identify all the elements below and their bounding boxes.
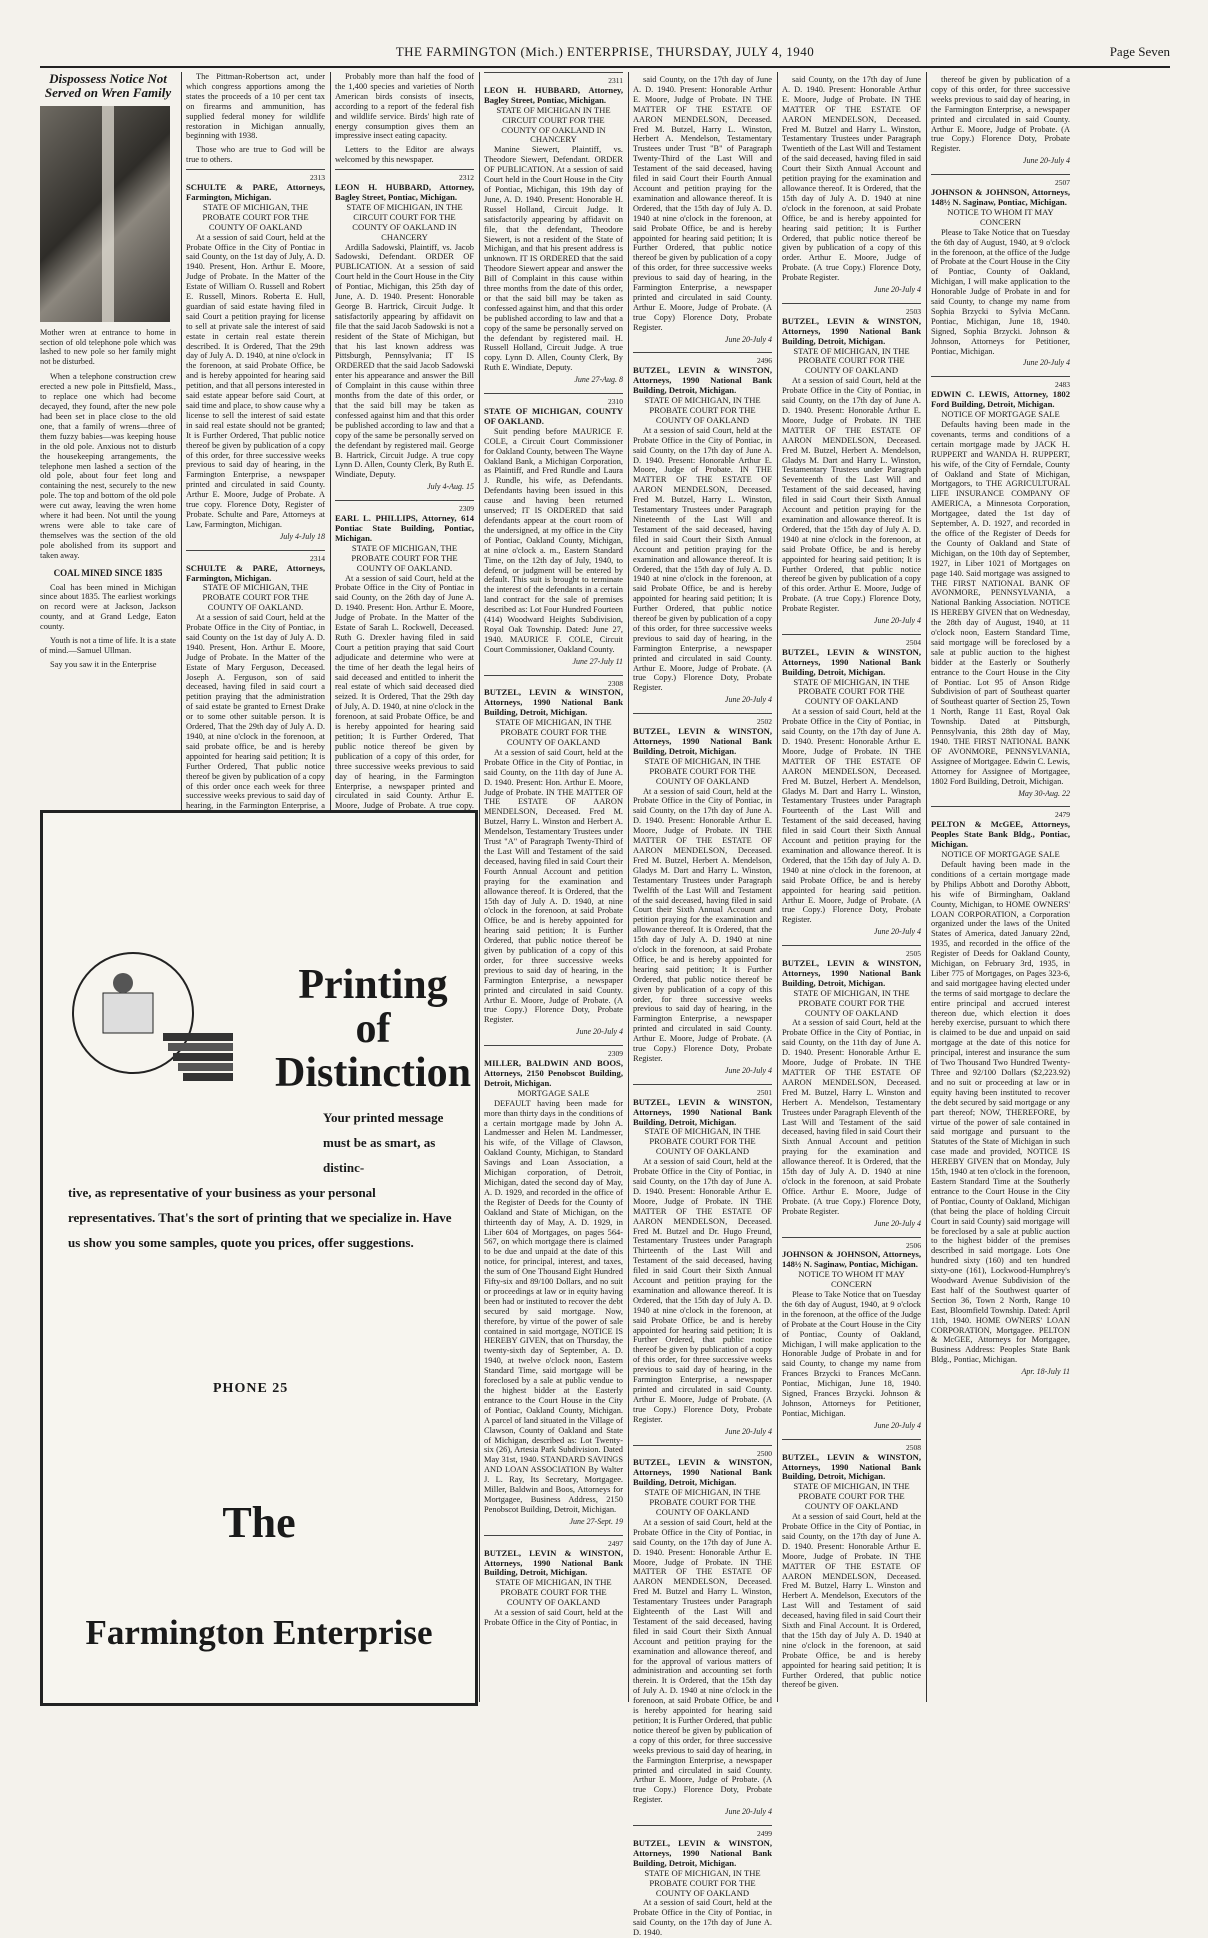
notice-body: At a session of said Court, held at the Probate Office in the City of Pontiac, in said County, on the 17th day of June A. D. 1940. Present: Honorable Arthur E. Moore, Judge of Probate. IN THE MATTER OF THE ESTATE OF AARON MENDELSON, Deceased. Fred M. Butzel, Harry L. Winston and Herbert A. Mendelson, Executors of the Last Will and Testament of said deceased, having filed in said Court their Sixth and Final Account. It is Ordered, that the 15th day of July A. D. 1940 at nine o'clock in the forenoon, at said Probate Office, be and is hereby appointed for hearing said petition; It is Further Ordered, that public notice thereof be given. [782, 1512, 921, 1690]
legal-notice [633, 72, 772, 344]
legal-notice [335, 169, 474, 492]
column-5 [633, 72, 772, 1938]
column-rule [628, 72, 629, 1702]
notice-dates: June 20-July 4 [873, 1218, 921, 1228]
legal-notice [931, 376, 1070, 798]
notice-court: NOTICE TO WHOM IT MAY CONCERN [947, 206, 1054, 227]
notice-dates: June 20-July 4 [873, 927, 921, 937]
legal-notice [633, 1084, 772, 1437]
legal-notice [633, 352, 772, 705]
notice-body: At a session of said Court, held at the Probate Office in the City of Pontiac, in said County, on the 11th day of June A. D. 1940. Present: Honorable Arthur E. Moore, Judge of Probate. IN THE MATTER OF THE ESTATE OF AARON MENDELSON, Deceased. Fred M. Butzel, Harry L. Winston and Herbert A. Mendelson, Testamentary Trustees under Paragraph Eleventh of the Last Will and Testament of the said deceased, having filed in said Court their Sixth Annual Account and petition praying for the examination and allowance thereof. It is Ordered, that the 15th day of July A. D. 1940 at nine o'clock in the forenoon, at said Probate Office. Arthur E. Moore, Judge of Probate. (A true Copy.) Florence Doty, Probate Register. [782, 1018, 921, 1216]
wren-photo [40, 106, 170, 322]
notice-body: Manine Siewert, Plaintiff, vs. Theodore Siewert, Defendant. ORDER OF PUBLICATION. At a session of said Court held in the Court House in the City of Pontiac, Michigan, this 19th day of June, A. D. 1940. Present: Honorable H. Russel Holland, Circuit Judge. It satisfactorily appearing by affidavit on file, that the defendant, Theodore Siewert, is not a resident of the State of Michigan, and that his present address is unknown. IT IS ORDERED that the said Theodore Siewert appear and answer the Bill of Complaint in this cause within three months from the date of this order, or that the said bill may be taken as confessed against him, and that this order be published according to law and that a copy of the same be personally served on the defendant by registered mail. H. Russell Holland, Circuit Judge. A true copy. Lynn D. Allen, County Clerk, By Ruth E. Windiate, Deputy. [484, 145, 623, 373]
notice-attorney: BUTZEL, LEVIN & WINSTON, Attorneys, 1990 National Bank Building, Detroit, Michigan. [633, 1457, 772, 1488]
notice-court: STATE OF MICHIGAN, IN THE CIRCUIT COURT FOR THE COUNTY OF OAKLAND IN CHANCERY [346, 201, 463, 242]
legal-notice [782, 303, 921, 626]
column-rule [181, 72, 182, 810]
legal-notice [484, 72, 623, 385]
page-header [40, 42, 1170, 68]
notice-number: 2504 [906, 637, 921, 647]
notice-body: At a session of said Court, held at the Probate Office in the City of Pontiac, in [484, 1608, 623, 1627]
notice-dates: June 20-July 4 [724, 1065, 772, 1075]
notice-attorney: BUTZEL, LEVIN & WINSTON, Attorneys, 1990 National Bank Building, Detroit, Michigan. [633, 365, 772, 396]
notice-attorney: BUTZEL, LEVIN & WINSTON, Attorneys, 1990 National Bank Building, Detroit, Michigan. [782, 315, 921, 346]
notice-dates: June 20-July 4 [873, 1420, 921, 1430]
notice-court: STATE OF MICHIGAN, IN THE PROBATE COURT FOR THE COUNTY OF OAKLAND [793, 345, 910, 376]
ad-copy [68, 1105, 466, 1255]
notice-court: STATE OF MICHIGAN, IN THE PROBATE COURT FOR THE COUNTY OF OAKLAND [644, 395, 761, 425]
notice-number: 2507 [1055, 178, 1070, 188]
notice-body: At a session of said Court, held at the Probate Office in the City of Pontiac in said County, on the 1st day of July, A. D. 1940. Present, Hon. Arthur E. Moore, Judge of Probate. In the Matter of the Estate of William O. Russell and Robert E. Russell, Minors. Roberta E. Hull, guardian of said estate having filed in said Court a petition praying for license to sell at private sale the interest of said estate in certain real estate therein described. It is Ordered, That the 29th day of July A. D. 1940, at nine o'clock in the forenoon, at said Probate Office, be and is hereby appointed for hearing said petition, and that all persons interested in said estate appear before said Court, at said time and place, to show cause why a license to sell the interest of said estate in said real estate should not be granted; It is Further Ordered, That public notice thereof be given by publication of a copy of this order, for three successive weeks previous to said day of hearing, in the Farmington Enterprise, a newspaper printed and circulated in said County. Arthur E. Moore, Judge of Probate. A true copy. Florence Doty, Register of Probate. Schulte and Pare, Attorneys at Law, Farmington, Michigan. [186, 232, 325, 529]
notice-number: 2499 [757, 1829, 772, 1839]
notice-attorney: BUTZEL, LEVIN & WINSTON, Attorneys, 1990 National Bank Building, Detroit, Michigan. [633, 726, 772, 756]
notice-number: 2310 [608, 397, 623, 407]
notice-dates: June 20-July 4 [724, 1426, 772, 1436]
notice-attorney: BUTZEL, LEVIN & WINSTON, Attorneys, 1990 National Bank Building, Detroit, Michigan. [633, 1837, 772, 1868]
notice-number: 2479 [1055, 810, 1070, 820]
notice-court: STATE OF MICHIGAN, THE PROBATE COURT FOR THE COUNTY OF OAKLAND [202, 201, 309, 232]
notice-dates: June 20-July 4 [575, 1027, 623, 1037]
notice-body: Default having been made in the conditions of a certain mortgage made by Philips Abbott and Dorothy Abbott, his wife of Birmingham, Oakland County, Michigan, to HOME OWNERS' LOAN CORPORATION, a Corporation organized under the laws of the United States of America, dated January 22nd, 1935, and recorded in the office of the Register of Deeds for Oakland County, Michigan, on February 3rd, 1935, in Liber 775 of Mortgages, on Pages 323-6, and said mortgagee having elected under the terms of said mortgage to declare the entire principal and accrued interest thereon due, which election it does hereby exercise, pursuant to which there is claimed to be due and unpaid on said mortgage at the date of this notice for principal, interest and insurance the sum of Two Thousand Two Hundred Twenty-Three and 92/100 Dollars ($2,223.92) and no suit or proceeding at law or in equity having been instituted to recover the debt secured by said mortgage or any part thereof; NOW, THEREFORE, by virtue of the power of sale contained in said mortgage and pursuant to the Statutes of the State of Michigan in such case made and provided, NOTICE IS HEREBY GIVEN that on Monday, July 15th, 1940 at ten o'clock in the forenoon, Eastern Standard Time at the Southerly entrance to the Court House in the City of Pontiac, County of Oakland, Michigan (that being the place of holding Circuit Court in said County) said mortgage will be foreclosed by a sale at public auction to the highest bidder of the premises described in said mortgage. Lots One hundred sixty (160) and ten hundred sixty-one (161), Lockwood-Humphrey's Woodward Avenue Subdivision of the East half of the Southwest quarter of Section 36, Town 2 North, Range 10 East, Bloomfield Township. Dated: April 11th, 1940. HOME OWNERS' LOAN CORPORATION, Mortgagee. PELTON & McGEE, Attorneys for Mortgagee, Business Address: Peoples State Bank Bldg., Pontiac, Michigan. [931, 859, 1070, 1365]
legal-notice [186, 169, 325, 542]
legal-notice [931, 806, 1070, 1377]
notice-attorney: LEON H. HUBBARD, Attorney, Bagley Street, Pontiac, Michigan. [484, 84, 623, 105]
notice-attorney: MILLER, BALDWIN AND BOOS, Attorneys, 2150 Penobscot Building, Detroit, Michigan. [484, 1058, 623, 1088]
notice-body: At a session of said Court, held at the Probate Office in the City of Pontiac, in said County, on the 17th day of June A. D. 1940. Present: Honorable Arthur E. Moore, Judge of Probate. IN THE MATTER OF THE ESTATE OF AARON MENDELSON, Deceased. Fred M. Butzel and Dr. Hugo Freund, Testamentary Trustees under Paragraph Thirteenth of the Last Will and Testament of the said deceased, having filed in said Court their Sixth Annual Account and petition praying for the examination and allowance thereof. It is Ordered, that the 15th day of July A. D. 1940 at nine o'clock in the forenoon, at said Probate Office, be and is hereby appointed for hearing said petition; It is Further Ordered, that public notice thereof be given by publication of a copy of this order, for three successive weeks previous to said day of hearing, in the Farmington Enterprise, a newspaper printed and circulated in said County. Arthur E. Moore, Judge of Probate. (A true Copy.) Florence Doty, Probate Register. [633, 1157, 772, 1424]
notice-court: STATE OF MICHIGAN, IN THE PROBATE COURT FOR THE COUNTY OF OAKLAND [644, 1487, 761, 1517]
notice-court: NOTICE OF MORTGAGE SALE [941, 409, 1060, 420]
ad-title-line: Printing [298, 962, 448, 1008]
notice-court: STATE OF MICHIGAN, IN THE PROBATE COURT FOR THE COUNTY OF OAKLAND [644, 1867, 761, 1898]
ad-copy-lead: Your printed message must be as smart, as distinc- [323, 1110, 444, 1175]
notice-dates: May 30-Aug. 22 [1018, 788, 1070, 798]
column-1 [40, 72, 176, 807]
notice-court: MORTGAGE SALE [517, 1087, 590, 1098]
birds-item: Probably more than half the food of the 1,400 species and varieties of North American birds consists of insects, according to a report of the federal fish and wildlife service. Birds' high rate of energy consumption gives them an impressive insect eating capacity. [335, 72, 474, 141]
letters-item: Letters to the Editor are always welcomed by this newspaper. [335, 145, 474, 165]
telephone-pole [102, 106, 114, 322]
notice-body: At a session of said Court, held at the Probate Office in the City of Pontiac, in said County, on the 17th day of June A. D. 1940. Present: Honorable Arthur E. Moore, Judge of Probate. IN THE MATTER OF THE ESTATE OF AARON MENDELSON, Deceased. Fred M. Butzel and Harry L. Winston, Testamentary Trustees under Paragraph Eighteenth of the Last Will and Testament of the said deceased, having filed in said Court their Sixth Annual Account and petition praying for the examination and allowance thereof, and for the approval of various matters of administration and accounting set forth therein. It is Ordered, that the 15th day of July A. D. 1940 at nine o'clock in the forenoon, at said Probate Office, be and is hereby appointed for hearing said petition; It is Further Ordered, that public notice thereof be given by publication of a copy of this order, for three successive weeks previous to said day of hearing, in the Farmington Enterprise, a newspaper printed and circulated in said County. Arthur E. Moore, Judge of Probate. (A true Copy.) Florence Doty, Probate Register. [633, 1517, 772, 1805]
notice-attorney: EDWIN C. LEWIS, Attorney, 1802 Ford Building, Detroit, Michigan. [931, 389, 1070, 410]
column-rule [479, 72, 480, 1702]
ad-title [273, 963, 473, 1095]
column-7 [931, 72, 1070, 1700]
ad-title-line: of [355, 1006, 391, 1052]
notice-number: 2502 [757, 717, 772, 727]
ad-copy-rest: tive, as representative of your business as your personal representatives. That's the sort of printing that we specialize in. Have us show you some samples, quote you prices, offer suggestions. [68, 1185, 452, 1250]
notice-number: 2309 [608, 1049, 623, 1059]
true-to-god-item: Those who are true to God will be true to others. [186, 145, 325, 165]
notice-dates: June 27-Sept. 19 [569, 1516, 623, 1526]
legal-notice [931, 174, 1070, 368]
notice-body: At a session of said Court, held at the Probate Office in the City of Pontiac, in said County, on the 11th day of June A. D. 1940. Present: Hon. Arthur E. Moore, Judge of Probate. IN THE MATTER OF THE ESTATE OF AARON MENDELSON, Deceased. Fred M. Butzel, Harry L. Winston and Herbert A. Mendelson, Testamentary Trustees under Trust "A" of Paragraph Twenty-Third of the Last Will and Testament of the said deceased, having filed in said Court their Fourth Annual Account and petition praying for the examination and allowance thereof. It is Ordered, that the 15th day of July A. D. 1940, at nine o'clock in the forenoon, at said Probate Office, be and is hereby appointed for hearing said petition; It is Further Ordered, that public notice thereof be given by publication of a copy of this order, for three successive weeks previous to said day of hearing, in the Farmington Enterprise, a newspaper printed and circulated in said County. Arthur E. Moore, Judge of Probate. (A true Copy.) Florence Doty, Probate Register. [484, 747, 623, 1025]
masthead: THE FARMINGTON (Mich.) ENTERPRISE, THURSDAY, JULY 4, 1940 [395, 44, 815, 59]
notice-body: thereof be given by publication of a copy of this order, for three successive weeks previous to said day of hearing, in the Farmington Enterprise, a newspaper printed and circulated in said County. Arthur E. Moore, Judge of Probate. (A true Copy.) Florence Doty, Probate Register. [931, 75, 1070, 154]
legal-notice [931, 72, 1070, 166]
notice-dates: Apr. 18-July 11 [1021, 1367, 1070, 1377]
legal-notice [782, 1439, 921, 1691]
notice-number: 2309 [459, 504, 474, 514]
notice-court: STATE OF MICHIGAN, IN THE PROBATE COURT FOR THE COUNTY OF OAKLAND [793, 676, 910, 707]
notice-attorney: BUTZEL, LEVIN & WINSTON, Attorneys, 1990 National Bank Building, Detroit, Michigan. [782, 646, 921, 677]
notice-dates: July 4-July 18 [279, 531, 325, 541]
notice-court: STATE OF MICHIGAN IN THE CIRCUIT COURT FOR THE COUNTY OF OAKLAND IN CHANCERY [496, 104, 611, 145]
ullman-quote: Youth is not a time of life. It is a state of mind.—Samuel Ullman. [40, 636, 176, 655]
notice-dates: June 27-Aug. 8 [574, 375, 623, 385]
notice-body: At a session of said Court, held at the Probate Office in the City of Pontiac, in said County, on the 17th day of June A. D. 1940. Present: Honorable Arthur E. Moore, Judge of Probate. IN THE MATTER OF THE ESTATE OF AARON MENDELSON, Deceased. Fred M. Butzel, Herbert A. Mendelson, Gladys M. Dart and Harry L. Winston, Testamentary Trustees under Paragraph Twelfth of the Last Will and Testament of the said deceased, having filed in said Court their Sixth Annual Account and petition praying for the examination and allowance thereof. It is Ordered, that the 15th day of July A. D. 1940 at nine o'clock in the forenoon, at said Probate Office, be and is hereby appointed for hearing said petition; It is Further Ordered, that public notice thereof be given by publication of a copy of this order, for three successive weeks previous to said day of hearing, in the Farmington Enterprise, a newspaper printed and circulated in said County. Arthur E. Moore, Judge of Probate. (A true Copy.) Florence Doty, Probate Register. [633, 786, 772, 1063]
notice-body: Please to Take Notice that on Tuesday the 6th day of August, 1940, at 9 o'clock in the forenoon, at the office of the Judge of Probate at the Court House in the City of Pontiac, County of Oakland, Michigan, I will make application to the Honorable Judge of Probate in and for said County, to change my name from Frances Brzycki to Frances McCann. Pontiac, Michigan, June 18, 1940. Signed, Frances Brzycki. Johnson & Johnson, Attorneys for Petitioner, Pontiac, Michigan. [782, 1290, 921, 1418]
column-rule [330, 72, 331, 810]
notice-body: Suit pending before MAURICE F. COLE, a Circuit Court Commissioner for Oakland County, between The Wayne Oakland Bank, a Michigan Corporation, as Plaintiff, and Fred Rundle and Laura J. Rundle, his wife, as Defendants. Defendants having been issued in this cause and having been returned unserved; IT IS ORDERED that said defendants appear at the court room of the undersigned, at my office in the City of Pontiac, Oakland County, Michigan, at nine o'clock a. m., Eastern Standard Time, on the 12th day of July, 1940, to defend, or judgment will be entered by default. This suit is brought to terminate the interest of the defendants in a certain land contract for the sale of premises described as: Lot Four Hundred Fourteen (414) Woodward Heights Subdivision, Royal Oak Township. Dated: June 27, 1940. MAURICE F. COLE, Circuit Court Commissioner, Oakland County. [484, 426, 623, 654]
notice-number: 2312 [459, 173, 474, 183]
notice-number: 2505 [906, 949, 921, 959]
notice-number: 2503 [906, 306, 921, 316]
notice-court: STATE OF MICHIGAN, IN THE PROBATE COURT FOR THE COUNTY OF OAKLAND [793, 987, 910, 1018]
notice-number: 2314 [310, 553, 325, 563]
legal-notice [484, 1045, 623, 1527]
printer-illustration [63, 943, 263, 1103]
notice-attorney: BUTZEL, LEVIN & WINSTON, Attorneys, 1990 National Bank Building, Detroit, Michigan. [633, 1096, 772, 1127]
legal-notice [484, 393, 623, 666]
notice-dates: June 20-July 4 [873, 285, 921, 295]
notice-dates: June 20-July 4 [873, 616, 921, 626]
notice-court: NOTICE OF MORTGAGE SALE [941, 849, 1060, 860]
ad-title-line: Distinction [274, 1050, 471, 1096]
notice-number: 2483 [1055, 380, 1070, 390]
legal-notice [782, 1237, 921, 1431]
legal-notice [633, 713, 772, 1076]
notice-attorney: SCHULTE & PARE, Attorneys, Farmington, Michigan. [186, 562, 325, 583]
notice-court: STATE OF MICHIGAN, THE PROBATE COURT FOR THE COUNTY OF OAKLAND. [351, 542, 458, 573]
notice-body: At a session of said Court, held at the Probate Office in the City of Pontiac, in said County on the 1st day of July A. D. 1940. Present, Hon. Arthur E. Moore, Judge of Probate. In the Matter of the Estate of Mary Ferguson, Deceased. Joseph A. Ferguson, son of said deceased, having filed in said court a petition praying that the administration of said estate be granted to Ernest Drake or to some other suitable person. It is Ordered, That the 29th day of July A. D. 1940, at nine o'clock in the forenoon, at said probate office, be and is hereby appointed for hearing said petition; It is Further Ordered, That public notice thereof be given by publication of a copy of this order once each week for three successive weeks previous to said day of hearing, in the Farmington Enterprise, a [186, 613, 325, 811]
legal-notice [782, 945, 921, 1228]
legal-notice [335, 500, 474, 853]
legal-notice [782, 634, 921, 937]
notice-court: STATE OF MICHIGAN, IN THE PROBATE COURT FOR THE COUNTY OF OAKLAND [793, 1481, 910, 1512]
notice-body: Ardilla Sadowski, Plaintiff, vs. Jacob Sadowski, Defendant. ORDER OF PUBLICATION. At a session of said Court held in the Court House in the City of Pontiac, Michigan, this 25th day of June, A. D. 1940. Present: Honorable George B. Hartrick, Circuit Judge. It satisfactorily appearing by affidavit on file that the said Jacob Sadowski is not a resident of the State of Michigan, but that his last known address was Pittsburgh, Pennsylvania; IT IS ORDERED that the said Jacob Sadowski enter his appearance and answer the Bill of Complaint in this cause within three months from the date of this order, or that the said bill may be taken as confessed against him and that this order be published according to law and that a copy of the same be personally served on the defendant by registered mail. George B. Hartrick, Circuit Judge. A true copy Lynn D. Allen, County Clerk, By Ruth E. Windiate, Deputy. [335, 242, 474, 480]
notice-body: said County, on the 17th day of June A. D. 1940. Present: Honorable Arthur E. Moore, Judge of Probate. IN THE MATTER OF THE ESTATE OF AARON MENDELSON, Deceased. Fred M. Butzel and Harry L. Winston, Testamentary Trustees under Paragraph Twentieth of the Last Will and Testament of the said deceased, having filed in said Court their Sixth Annual Account and petition praying for the examination and allowance thereof. It is Ordered, that the 15th day of July A. D. 1940 at nine o'clock in the forenoon, at said Probate Office, be and is hereby appointed for hearing said petition; It is Further Ordered, that public notice thereof be given by publication of a copy of this order. Arthur E. Moore, Judge of Probate. (A true Copy.) Florence Doty, Probate Register. [782, 75, 921, 283]
notice-attorney: STATE OF MICHIGAN, COUNTY OF OAKLAND. [484, 406, 623, 426]
notice-dates: June 27-July 11 [572, 656, 623, 666]
notice-court: NOTICE TO WHOM IT MAY CONCERN [798, 1269, 905, 1290]
notice-number: 2496 [757, 356, 772, 366]
enterprise-filler: Say you saw it in the Enterprise [50, 659, 157, 669]
printing-advertisement [40, 810, 478, 1706]
column-4 [484, 72, 623, 1700]
notice-body: At a session of said Court, held at the Probate Office in the City of Pontiac, in said County, on the 17th day of June A. D. 1940. [633, 1898, 772, 1938]
ad-paper-name: Farmington Enterprise [85, 1613, 433, 1652]
column-2 [186, 72, 325, 811]
wren-story: When a telephone construction crew erected a new pole in Pittsfield, Mass., to replace one which had become decayed, they found, after the new pole had been set in place close to the old one, that a family of wrens—three of them fuzzy babies—was keeping house in the old pole. Anxious not to disturb the housekeeping arrangements, the telephone men lashed a section of the old pole, about four feet long and containing the nest, securely to the new pole. The top and bottom of the old pole were cut away, leaving the wren home where it had been. Not until the young wrens were able to take care of themselves was the section of the old pole abolished from its support and taken away. [40, 372, 176, 560]
notice-number: 2311 [608, 76, 623, 85]
notice-attorney: BUTZEL, LEVIN & WINSTON, Attorneys, 1990 National Bank Building, Detroit, Michigan. [484, 1547, 623, 1578]
ad-the: The [222, 1498, 296, 1547]
notice-attorney: PELTON & McGEE, Attorneys, Peoples State Bank Bldg., Pontiac, Michigan. [931, 819, 1070, 850]
notice-court: STATE OF MICHIGAN, IN THE PROBATE COURT FOR THE COUNTY OF OAKLAND [644, 755, 761, 786]
column-3 [335, 72, 474, 811]
notice-body: Defaults having been made in the covenants, terms and conditions of a certain mortgage made by JACK H. RUPPERT and WANDA H. RUPPERT, his wife, of the City of Ferndale, County of Oakland and State of Michigan, Mortgagors, to THE AGRICULTURAL LIFE INSURANCE COMPANY OF AMERICA, a Minnesota Corporation, Mortgagee, dated the 1st day of September, A. D. 1927, and recorded in the office of the Register of Deeds for the County of Oakland and State of Michigan, on the 10th day of September, 1927, in Liber 1021 of Mortgages on page 140. Said mortgage was assigned to THE FIRST NATIONAL BANK OF AVONMORE, PENNSYLVANIA, a National Banking Association. NOTICE IS HEREBY GIVEN that on Wednesday, the 28th day of August, 1940, at 11 o'clock noon, Eastern Standard Time, said mortgage will be foreclosed by a sale at public auction to the highest bidder at the Easterly or Southerly entrance to the Court House in the City of Pontiac. Lot 95 of Anson Ridge Subdivision of part of Southeast quarter of Southeast quarter of Section 25, Town 1 North, Range 11 East, Royal Oak Township. Dated at Pittsburgh, Pennsylvania, this 28th day of May, 1940. THE FIRST NATIONAL BANK OF AVONMORE, PENNSYLVANIA, Assignee of Mortgagee. Edwin C. Lewis, Attorney for Assignee of Mortgagee, 1802 Ford Building, Detroit, Michigan. [931, 420, 1070, 786]
column-rule [777, 72, 778, 1702]
notice-number: 2501 [757, 1087, 772, 1097]
notice-body: At a session of said Court, held at the Probate Office in the City of Pontiac, in said County, on the 17th day of June A. D. 1940. Present: Honorable Arthur E. Moore, Judge of Probate. IN THE MATTER OF THE ESTATE OF AARON MENDELSON, Deceased. Fred M. Butzel, Herbert A. Mendelson, Gladys M. Dart and Harry L. Winston, Testamentary Trustees under Paragraph Seventeenth of the Last Will and Testament of the said deceased, having filed in said Court their Sixth Annual Account and petition praying for the examination and allowance thereof. It is Ordered, that the 15th day of July A. D. 1940 at nine o'clock in the forenoon, at said Probate Office, be and is hereby appointed for hearing said petition; It is Further Ordered, that public notice thereof be given by publication of a copy of this order. Arthur E. Moore, Judge of Probate. (A true Copy.) Florence Doty, Probate Register. [782, 376, 921, 614]
notice-attorney: SCHULTE & PARE, Attorneys, Farmington, Michigan. [186, 182, 325, 202]
notice-attorney: BUTZEL, LEVIN & WINSTON, Attorneys, 1990 National Bank Building, Detroit, Michigan. [782, 958, 921, 988]
notice-attorney: JOHNSON & JOHNSON, Attorneys, 148½ N. Saginaw, Pontiac, Michigan. [782, 1249, 921, 1270]
notice-court: STATE OF MICHIGAN, THE PROBATE COURT FOR THE COUNTY OF OAKLAND. [202, 582, 309, 613]
column-rule [926, 72, 927, 1702]
notice-number: 2313 [310, 173, 325, 183]
notice-dates: June 20-July 4 [1022, 358, 1070, 368]
coal-story: Coal has been mined in Michigan since about 1835. The earliest workings on record were at Jackson, Jackson county, and at Grand Ledge, Eaton county. [40, 582, 176, 632]
notice-number: 2508 [906, 1442, 921, 1452]
legal-notice [484, 1535, 623, 1628]
notice-attorney: BUTZEL, LEVIN & WINSTON, Attorneys, 1990 National Bank Building, Detroit, Michigan. [484, 687, 623, 718]
pittman-item: The Pittman-Robertson act, under which congress apportions among the states the proceeds of a 10 per cent tax on firearms and ammunition, has supplied federal money for wildlife restoration in Michigan annually, beginning with 1938. [186, 72, 325, 141]
notice-attorney: LEON H. HUBBARD, Attorney, Bagley Street, Pontiac, Michigan. [335, 182, 474, 202]
coal-subhead: COAL MINED SINCE 1835 [53, 567, 163, 578]
notice-court: STATE OF MICHIGAN, IN THE PROBATE COURT FOR THE COUNTY OF OAKLAND [495, 1577, 612, 1608]
notice-body: said County, on the 17th day of June A. D. 1940. Present: Honorable Arthur E. Moore, Judge of Probate. IN THE MATTER OF THE ESTATE OF AARON MENDELSON, Deceased. Fred M. Butzel, Harry L. Winston, Herbert A. Mendelson, Testamentary Trustees under Trust "B" of Paragraph Twenty-Third of the Last Will and Testament of the said deceased, having filed in said Court their Fourth Annual Account and petition praying for the examination and allowance thereof. It is Ordered, that the 15th day of July A. D. 1940 at nine o'clock in the forenoon, at said Probate Office, be and is hereby appointed for hearing said petition; It is Further Ordered, that public notice thereof be given by publication of a copy of this order, for three successive weeks previous to said day of hearing, in the Farmington Enterprise, a newspaper printed and circulated in said County. Arthur E. Moore, Judge of Probate. (A true Copy) Florence Doty, Probate Register. [633, 75, 772, 332]
legal-notice [484, 675, 623, 1038]
notice-body: At a session of said Court, held at the Probate Office in the City of Pontiac, in said County, on the 17th day of June A. D. 1940. Present: Honorable Arthur E. Moore, Judge of Probate. IN THE MATTER OF THE ESTATE OF AARON MENDELSON, Deceased. Fred M. Butzel, Herbert A. Mendelson, Gladys M. Dart and Harry L. Winston, Testamentary Trustees under Paragraph Fourteenth of the Last Will and Testament of the said deceased, having filed in said Court their Sixth Annual Account and petition praying for the examination and allowance thereof. It is Ordered, that the 15th day of July A. D. 1940 at nine o'clock in the forenoon, at said Probate Office, be and is hereby appointed for hearing said petition. Arthur E. Moore, Judge of Probate. (A true Copy.) Florence Doty, Probate Register. [782, 707, 921, 925]
notice-dates: June 20-July 4 [724, 1807, 772, 1817]
notice-court: STATE OF MICHIGAN, IN THE PROBATE COURT FOR THE COUNTY OF OAKLAND [644, 1126, 761, 1157]
ad-phone: PHONE 25 [213, 1381, 289, 1396]
notice-body: At a session of said Court, held at the Probate Office in the City of Pontiac, in said County, on the 17th day of June A. D. 1940. Present: Honorable Arthur E. Moore, Judge of Probate. IN THE MATTER OF THE ESTATE OF AARON MENDELSON, Deceased. Fred M. Butzel, Harry L. Winston, Testamentary Trustees under Paragraph Nineteenth of the Last Will and Testament of the said deceased, having filed in said Court their Sixth Annual Account and petition praying for the examination and allowance thereof. It is Ordered, that the 15th day of July A. D. 1940 at nine o'clock in the forenoon, at said Probate Office, be and is hereby appointed for hearing said petition; It is Further Ordered, that public notice thereof be given by publication of a copy of this order, for three successive weeks previous to said day of hearing, in the Farmington Enterprise, a newspaper printed and circulated in said County. Arthur E. Moore, Judge of Probate. (A true Copy.) Florence Doty, Probate Register. [633, 425, 772, 693]
notice-number: 2497 [608, 1538, 623, 1548]
notice-body: DEFAULT having been made for more than thirty days in the conditions of a certain mortgage made by John A. Landmesser and Helen M. Landmesser, his wife, of the Village of Clawson, Oakland County, Michigan, to Standard Savings and Loan Association, a Michigan corporation, of Detroit, Michigan, dated the second day of May, A. D. 1929, and recorded in the office of the Register of Deeds for the County of Oakland and State of Michigan, on the thirteenth day of May, A. D. 1929, in Liber 604 of Mortgages, on pages 564-567, on which mortgage there is claimed to be due and unpaid at the date of this notice, for principal, interest, and taxes, the sum of One Thousand Eight Hundred Fifty-six and 89/100 Dollars, and no suit or proceedings at law or in equity having been had or instituted to recover the debt secured by said mortgage. Now, therefore, by virtue of the power of sale contained in said mortgage, NOTICE IS HEREBY GIVEN, that on Thursday, the twenty-sixth day of September, A. D. 1940, at twelve o'clock noon, Eastern Standard Time, said mortgage will be foreclosed by a sale at public vendue to the highest bidder at the Easterly entrance to the Court House in the City of Pontiac, Oakland County, Michigan. A parcel of land situated in the Village of Clawson, County of Oakland and State of Michigan, described as: Lot Twenty-six (26), Artesia Park Subdivision. Dated May 31st, 1940. STANDARD SAVINGS AND LOAN ASSOCIATION By Walter J. L. Ray, Its Secretary, Mortgagee. Miller, Baldwin and Boos, Attorneys for Mortgagee, Business Address, 2150 Penobscot Building, Detroit, Michigan. [484, 1098, 623, 1514]
column-6 [782, 72, 921, 1700]
legal-notice [633, 1445, 772, 1818]
legal-notice [633, 1825, 772, 1938]
notice-body: Please to Take Notice that on Tuesday the 6th day of August, 1940, at 9 o'clock in the forenoon, at the office of the Judge of Probate at the Court House in the City of Pontiac, County of Oakland, Michigan, I will make application to the Honorable Judge of Probate in and for said County, to change my name from Sophia Brzycki to Sylvia McCann. Pontiac, Michigan, June 18, 1940. Signed, Sophia Brzycki. Johnson & Johnson, Attorneys for Petitioner, Pontiac, Michigan. [931, 227, 1070, 356]
notice-number: 2308 [608, 678, 623, 688]
notice-court: STATE OF MICHIGAN, IN THE PROBATE COURT FOR THE COUNTY OF OAKLAND [495, 717, 612, 747]
notice-dates: July 4-Aug. 15 [427, 482, 474, 492]
notice-attorney: EARL L. PHILLIPS, Attorney, 614 Pontiac State Building, Pontiac, Michigan. [335, 513, 474, 543]
notice-attorney: JOHNSON & JOHNSON, Attorneys, 148½ N. Saginaw, Pontiac, Michigan. [931, 187, 1070, 207]
notice-number: 2500 [757, 1448, 772, 1458]
notice-dates: June 20-July 4 [724, 695, 772, 705]
notice-dates: June 20-July 4 [724, 334, 772, 344]
notice-attorney: BUTZEL, LEVIN & WINSTON, Attorneys, 1990 National Bank Building, Detroit, Michigan. [782, 1451, 921, 1482]
legal-notice [782, 72, 921, 295]
notice-number: 2506 [906, 1240, 921, 1250]
notice-dates: June 20-July 4 [1022, 156, 1070, 166]
notice-body: At a session of said Court, held at the Probate Office in the City of Pontiac in said County, on the 26th day of June A. D. 1940. Present: Hon. Arthur E. Moore, Judge of Probate. In the Matter of the Estate of Sarah L. Rockwell, Deceased. Ruth G. Drexler having filed in said Court a petition praying that said Court adjudicate and determine who were at the time of her death the legal heirs of said deceased and entitled to inherit the real estate of which said deceased died seized. It is Ordered, That the 29th day of July, A. D. 1940, at nine o'clock in the forenoon, at said Probate Office, be and is hereby appointed for hearing said petition; It is Further Ordered, That public notice thereof be given by publication of a copy of this order, for three successive weeks previous to said day of hearing, in the Farmington Enterprise, a newspaper printed and circulated in said County. Arthur E. Moore, Judge of Probate. A true copy. [335, 573, 474, 811]
page-number: Page Seven [1109, 44, 1170, 59]
wren-caption: Mother wren at entrance to home in section of old telephone pole which was lashed to new pole so her family might not be disturbed. [40, 328, 176, 366]
wren-headline: Dispossess Notice Not Served on Wren Family [44, 71, 172, 100]
